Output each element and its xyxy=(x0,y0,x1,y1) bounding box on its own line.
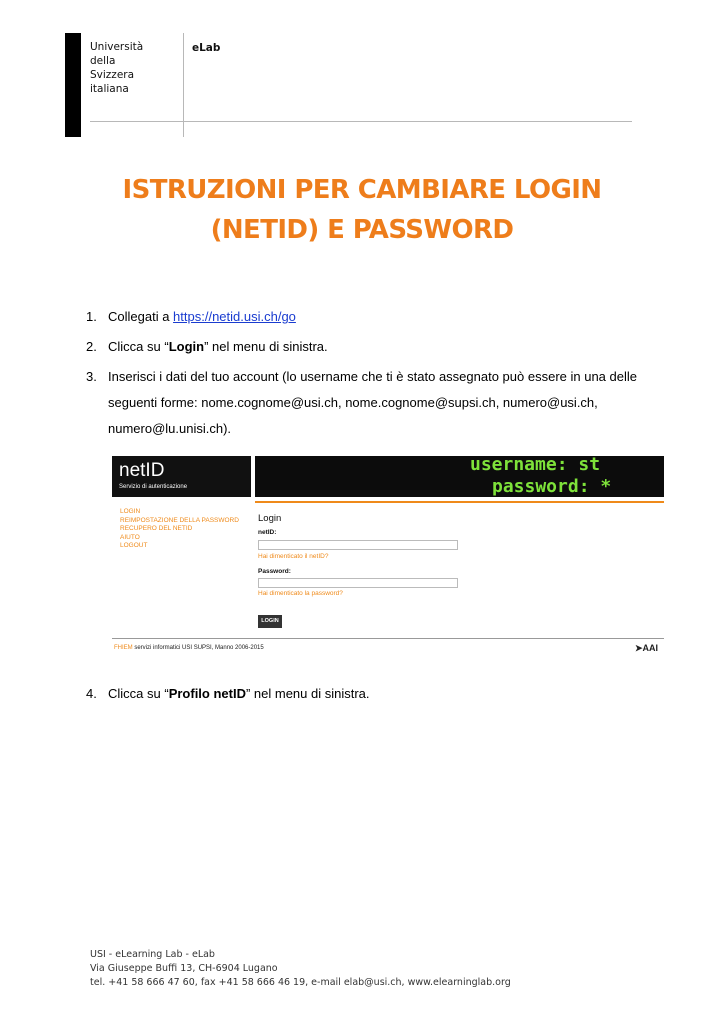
step-text-part: Clicca su “ xyxy=(108,339,169,354)
banner-username-text: username: st xyxy=(470,456,601,475)
banner-password-text: password: * xyxy=(492,476,612,497)
university-line: italiana xyxy=(90,83,129,95)
aai-logo-text: AAI xyxy=(642,643,658,653)
step-text xyxy=(108,334,648,360)
menu-item-help[interactable]: AIUTO xyxy=(120,533,140,541)
forgot-password-link[interactable]: Hai dimenticato la password? xyxy=(258,590,343,597)
university-name xyxy=(90,40,143,96)
title-line-2: (NETID) E PASSWORD xyxy=(210,215,514,245)
footer-copyright: servizi informatici USI SUPSI, Manno 2006-2015 xyxy=(134,645,264,651)
step-text-part: Collegati a xyxy=(108,309,174,324)
step-text: Inserisci i dati del tuo account (lo username che ti è stato assegnato può essere in una delle seguenti forme: nome.cognome@usi.ch, nome.cognome@supsi.ch, numero@usi.ch, numero@lu.unisi.ch). xyxy=(108,369,637,436)
step-bold: Profilo netID xyxy=(168,686,246,701)
password-field-label: Password: xyxy=(258,568,291,575)
netid-logo: netID xyxy=(119,460,165,481)
header-divider-horizontal xyxy=(90,121,632,122)
step-text-part: Clicca su “ xyxy=(108,686,169,701)
netid-link[interactable]: https://netid.usi.ch/go xyxy=(173,309,296,324)
netid-field-label: netID: xyxy=(258,529,277,536)
unit-name: eLab xyxy=(192,42,221,54)
step-number: 3. xyxy=(86,369,97,384)
menu-item-logout[interactable]: LOGOUT xyxy=(120,542,148,549)
footer-brand: FHIEM xyxy=(114,645,133,651)
password-input[interactable] xyxy=(258,578,458,588)
step-number: 2. xyxy=(86,339,97,354)
step-text xyxy=(108,304,648,330)
document-title xyxy=(60,170,664,250)
university-line: della xyxy=(90,55,116,67)
login-form-title: Login xyxy=(258,513,282,524)
aai-logo: ➤AAI xyxy=(634,643,658,653)
netid-banner xyxy=(255,456,664,497)
netid-header xyxy=(112,456,251,497)
login-button[interactable]: LOGIN xyxy=(258,615,282,628)
netid-screenshot xyxy=(112,456,664,659)
step-bold: Login xyxy=(168,339,205,354)
menu-item-reset-password[interactable]: REIMPOSTAZIONE DELLA PASSWORD xyxy=(120,516,239,524)
forgot-netid-link[interactable]: Hai dimenticato il netID? xyxy=(258,553,329,560)
step-text-part: ” nel menu di sinistra. xyxy=(204,339,328,354)
step-number: 1. xyxy=(86,309,97,324)
footer-line-3: tel. +41 58 666 47 60, fax +41 58 666 46 19, e-mail elab@usi.ch, www.elearninglab.org xyxy=(90,977,511,988)
step-text xyxy=(108,681,648,707)
netid-accent-rule xyxy=(255,501,664,503)
step-number: 4. xyxy=(86,686,97,701)
step-text-part: ” nel menu di sinistra. xyxy=(245,686,370,701)
footer-line-2: Via Giuseppe Buffi 13, CH-6904 Lugano xyxy=(90,963,278,974)
title-line-1: ISTRUZIONI PER CAMBIARE LOGIN xyxy=(122,175,602,205)
university-line: Svizzera xyxy=(90,69,135,81)
university-line: Università xyxy=(90,41,144,53)
netid-footer xyxy=(114,645,264,651)
netid-side-menu xyxy=(120,508,239,551)
menu-item-login[interactable]: LOGIN xyxy=(120,508,141,515)
netid-footer-rule xyxy=(112,638,664,639)
usi-logo-bar xyxy=(65,33,81,137)
footer-line-1: USI - eLearning Lab - eLab xyxy=(90,949,215,960)
netid-input[interactable] xyxy=(258,540,458,550)
menu-item-recover-netid[interactable]: RECUPERO DEL NETID xyxy=(120,525,193,532)
netid-subtitle: Servizio di autenticazione xyxy=(119,484,188,490)
page-footer xyxy=(90,948,511,990)
